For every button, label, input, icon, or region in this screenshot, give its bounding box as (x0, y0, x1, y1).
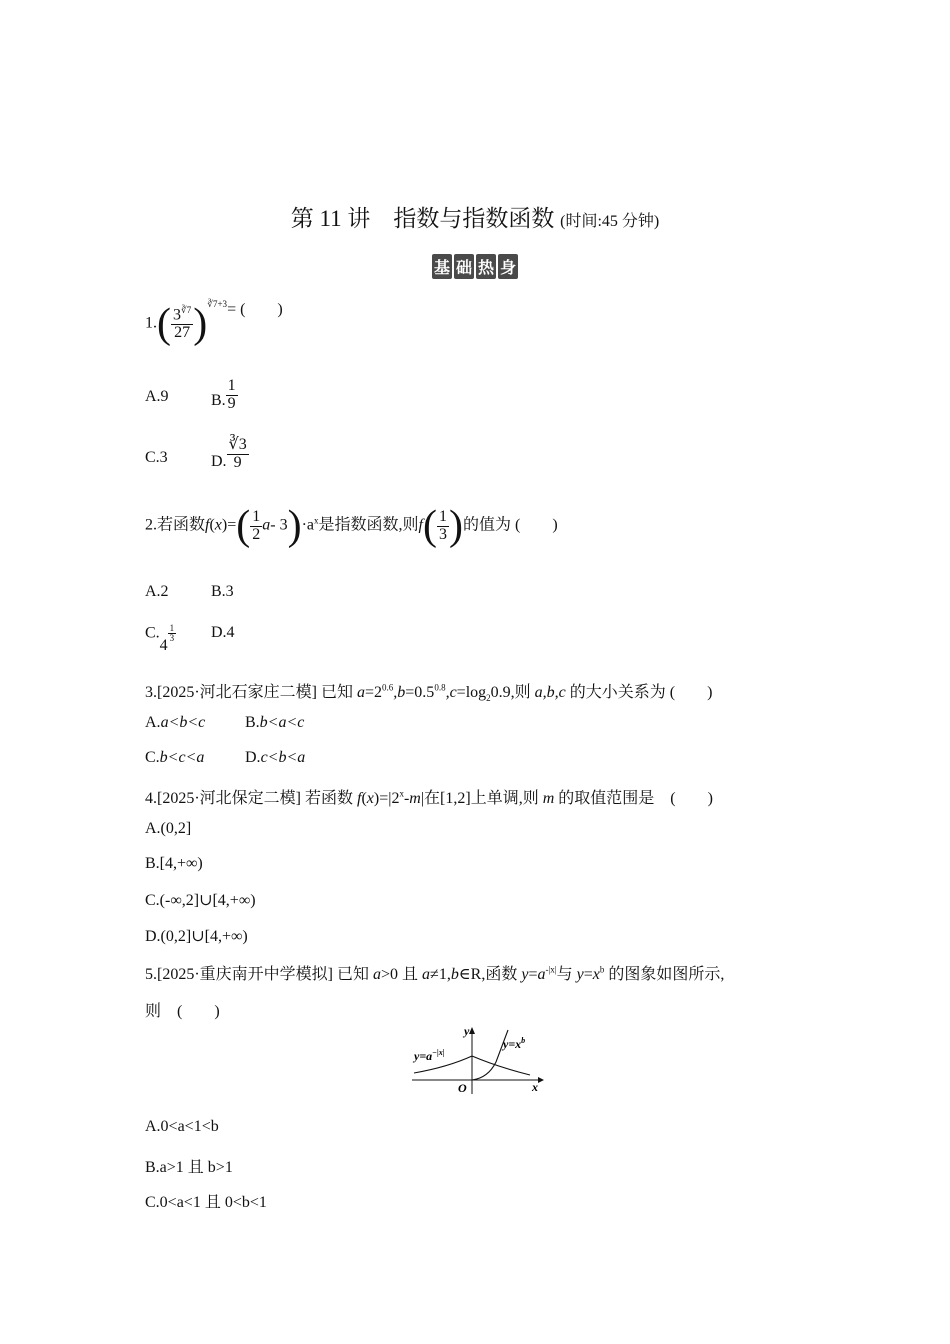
math-var: x (366, 790, 374, 807)
question-4-stem: 4.[2025·河北保定二模] 若函数 $f(x)=|2^x-m|$在[1,2]上单调,则 m 的取值范围是 ( ) (145, 788, 713, 807)
badge-char: 基 (432, 254, 452, 279)
question-1-stem (145, 299, 283, 347)
stem-text: =0.5 (405, 684, 435, 701)
paren-right: ) (193, 301, 208, 347)
math-var: ,b (393, 684, 406, 701)
option-B (211, 378, 238, 413)
option-label: D. (211, 452, 227, 470)
stem-text: ≠1, (430, 966, 451, 983)
math-base: 4 (159, 636, 168, 654)
outer-exponent: ∛7+3 (207, 299, 228, 310)
option-text: c<b<a (260, 749, 306, 766)
stem-text: - 3 (270, 516, 288, 534)
paren-left: ( (236, 503, 251, 549)
option-D (211, 437, 249, 472)
stem-text: )= (221, 516, 237, 534)
frac-denominator: 9 (233, 453, 242, 471)
exponent: x (399, 788, 404, 799)
frac-numerator: 1 (252, 507, 261, 525)
label-left-curve: $y=a^{-|x|}$ (414, 1048, 445, 1063)
frac-numerator: 1 (439, 507, 447, 525)
question-5-stem (145, 961, 724, 984)
stem-text: =log (456, 684, 487, 701)
math-var: a (422, 966, 431, 983)
option-label: B. (211, 391, 226, 409)
option-A: A.2 (145, 583, 169, 600)
option-text: b<a<c (259, 714, 305, 731)
math-var: ,c (445, 684, 457, 701)
option-C: C.(-∞,2]∪[4,+∞) (145, 892, 256, 909)
option-C: C.0<a<1 且 0<b<1 (145, 1194, 267, 1211)
question-5-stem-line2: 则 ( ) (145, 1003, 220, 1020)
time-limit: (时间:45 分钟) (560, 213, 660, 230)
math-var: f (357, 790, 362, 807)
option-D: D.4 (211, 624, 235, 641)
exponent: b (599, 964, 605, 975)
math-var: m (542, 790, 555, 807)
paren-right: ) (287, 503, 302, 549)
frac-numerator: 1 (169, 623, 175, 633)
option-label: C. (145, 749, 160, 766)
question-number: 1. (145, 314, 157, 332)
option-C (145, 749, 204, 767)
option-label: A. (145, 714, 161, 731)
math-var: a (373, 966, 381, 983)
option-B (245, 714, 304, 732)
option-A (145, 714, 205, 732)
math-var: a (262, 516, 271, 534)
exponent: x (314, 515, 319, 526)
frac-denominator: 27 (174, 324, 191, 342)
option-text: a<b<c (160, 714, 206, 731)
stem-text: 是指数函数,则 (318, 516, 419, 534)
label-right-curve: $y=x^b$ (503, 1036, 526, 1051)
option-B: B.a>1 且 b>1 (145, 1159, 233, 1176)
answer-bracket: = ( ) (227, 300, 283, 318)
exponent: 0.6 (382, 682, 394, 693)
frac-numerator: ∛3 (228, 436, 247, 453)
lecture-title: 第 11 讲 指数与指数函数 (290, 206, 555, 231)
question-3-stem (145, 679, 712, 703)
stem-text: 的图象如图所示, (604, 966, 725, 983)
function-graph (408, 1022, 548, 1096)
fraction (171, 306, 193, 342)
stem-text: >0 且 (381, 966, 423, 983)
stem-text: ·a (301, 516, 315, 534)
paren-left: ( (157, 301, 171, 347)
math-var: f (205, 516, 210, 534)
frac-denominator: 3 (439, 525, 447, 543)
option-A: A.9 (145, 388, 169, 405)
frac-numerator: 3 (173, 306, 181, 324)
math-var: a,b,c (534, 684, 566, 701)
option-label: C. (145, 624, 160, 642)
badge-char: 身 (498, 254, 518, 279)
math-var: y (521, 966, 529, 983)
page-title (0, 200, 950, 233)
math-var: y (576, 966, 584, 983)
paren-left: ( (423, 503, 437, 549)
math-var: x (592, 966, 600, 983)
stem-text: = (528, 966, 538, 983)
log-base: 2 (486, 693, 491, 704)
option-D: D.(0,2]∪[4,+∞) (145, 928, 248, 945)
frac-denominator: 9 (227, 394, 236, 412)
stem-text: 5.[2025·重庆南开中学模拟] 已知 (145, 966, 373, 983)
x-axis-label: x (532, 1080, 538, 1094)
math-var: a (537, 966, 546, 983)
math-var: x (214, 516, 222, 534)
x-axis-arrow-icon (538, 1077, 544, 1083)
y-axis-arrow-icon (469, 1027, 475, 1034)
frac-numerator: 1 (227, 377, 236, 394)
option-C: C.3 (145, 449, 168, 466)
stem-text: 4.[2025·河北保定二模] 若函数 (145, 790, 357, 807)
option-B: B.[4,+∞) (145, 855, 203, 872)
paren-right: ) (449, 503, 463, 549)
stem-text: =2 (365, 684, 383, 701)
option-A: A.(0,2] (145, 820, 192, 837)
y-axis-label: y (464, 1024, 470, 1038)
math-var: f (418, 516, 423, 534)
badge-char: 础 (454, 254, 474, 279)
stem-text: )=|2 (373, 790, 400, 807)
option-D (245, 749, 305, 767)
answer-bracket: 的大小关系为 ( ) (565, 684, 713, 701)
exponent: 0.8 (434, 682, 446, 693)
stem-text: |在[1,2]上单调,则 (420, 790, 543, 807)
origin-label: O (458, 1081, 467, 1095)
badge-char: 热 (476, 254, 496, 279)
stem-text: ∈R,函数 (458, 966, 522, 983)
exponent: -|x| (545, 964, 557, 975)
section-badge (0, 254, 950, 279)
stem-text: 2.若函数 (145, 516, 206, 534)
stem-text: 与 (556, 966, 577, 983)
math-var: -m (403, 790, 421, 807)
option-A: A.0<a<1<b (145, 1118, 219, 1135)
math-var: a (357, 684, 365, 701)
answer-bracket: 的取值范围是 ( ) (554, 790, 713, 807)
frac-denominator: 2 (252, 525, 261, 543)
option-label: D. (245, 749, 261, 766)
math-var: b (450, 966, 459, 983)
option-C (145, 623, 176, 654)
answer-bracket: 的值为 ( ) (463, 516, 558, 534)
option-label: B. (245, 714, 260, 731)
frac-denominator: 3 (169, 633, 175, 644)
stem-text: = (583, 966, 593, 983)
option-B: B.3 (211, 583, 234, 600)
stem-text: 0.9,则 (490, 684, 535, 701)
exponent: ∛7 (181, 305, 192, 316)
option-text: b<c<a (159, 749, 205, 766)
stem-text: 3.[2025·河北石家庄二模] 已知 (145, 684, 357, 701)
question-2-stem: 2.若函数f(x)=( $\frac{1}{2}$ a- $3)\cdot a^x$是指数函数,则f( $\frac{1}{3}$ )的值为 ( ) (145, 503, 558, 549)
